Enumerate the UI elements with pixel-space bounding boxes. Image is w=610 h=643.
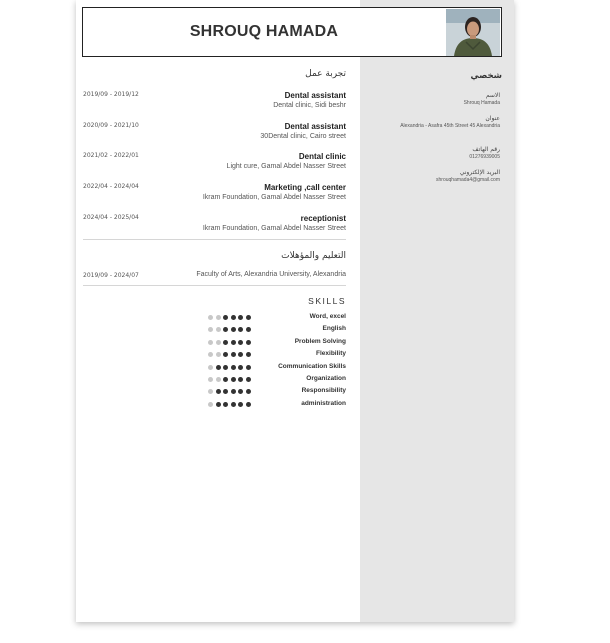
experience-item <box>83 214 346 240</box>
profile-photo-image <box>446 9 500 56</box>
skill-dot-filled <box>223 402 228 407</box>
skill-dot-filled <box>238 315 243 320</box>
experience-item <box>83 183 346 209</box>
skill-level-dots <box>208 315 254 321</box>
experience-date: 2021/02 - 2022/01 <box>83 152 139 159</box>
personal-value: shrouqhamada4@gmail.com <box>436 177 500 183</box>
skill-dot-empty <box>216 340 221 345</box>
education-title: التعليم والمؤهلات <box>281 251 346 261</box>
skill-level-dots <box>208 365 254 371</box>
skill-dot-filled <box>223 352 228 357</box>
skill-dot-empty <box>208 327 213 332</box>
skill-dot-empty <box>216 327 221 332</box>
skill-dot-filled <box>223 365 228 370</box>
skill-dot-filled <box>238 377 243 382</box>
resume-header <box>82 7 502 57</box>
skill-row <box>208 313 346 324</box>
skill-level-dots <box>208 389 254 395</box>
skill-dot-filled <box>223 389 228 394</box>
skill-dot-filled <box>246 389 251 394</box>
resume-page <box>76 0 514 622</box>
personal-value: 01276939005 <box>469 154 500 160</box>
skill-label: English <box>322 325 346 333</box>
skill-level-dots <box>208 377 254 383</box>
skill-dot-filled <box>246 377 251 382</box>
experience-item <box>83 91 346 117</box>
skill-dot-filled <box>231 377 236 382</box>
section-divider <box>83 285 346 286</box>
experience-date: 2022/04 - 2024/04 <box>83 183 139 190</box>
skill-dot-filled <box>246 402 251 407</box>
experience-item <box>83 152 346 178</box>
skill-dot-empty <box>208 340 213 345</box>
skill-dot-filled <box>216 365 221 370</box>
personal-label: رقم الهاتف <box>472 146 500 153</box>
skill-dot-filled <box>223 340 228 345</box>
personal-label: البريد الإلكتروني <box>459 169 500 176</box>
skill-dot-filled <box>246 340 251 345</box>
experience-position: receptionist <box>300 214 346 223</box>
experience-place: Light cure, Gamal Abdel Nasser Street <box>226 163 346 170</box>
experience-date: 2020/09 - 2021/10 <box>83 122 139 129</box>
experience-date: 2024/04 - 2025/04 <box>83 214 139 221</box>
skill-level-dots <box>208 327 254 333</box>
experience-place: 30Dental clinic, Cairo street <box>260 133 346 140</box>
experience-place: Dental clinic, Sidi beshr <box>273 102 346 109</box>
personal-item-name <box>372 91 500 108</box>
skill-dot-filled <box>231 352 236 357</box>
personal-item-address <box>372 114 500 131</box>
skill-level-dots <box>208 402 254 408</box>
personal-label: عنوان <box>485 115 500 122</box>
skill-dot-filled <box>223 315 228 320</box>
personal-value: Alexandria - Asafra 45th Street 45 Alexandria <box>400 123 500 129</box>
skill-dot-filled <box>238 402 243 407</box>
skill-label: Flexibility <box>316 350 346 358</box>
skill-row <box>208 400 346 411</box>
skill-dot-filled <box>238 352 243 357</box>
skill-row <box>208 387 346 398</box>
education-date: 2019/09 - 2024/07 <box>83 272 139 279</box>
skill-row <box>208 325 346 336</box>
resume-name: SHROUQ HAMADA <box>189 23 339 40</box>
skill-dot-filled <box>231 327 236 332</box>
experience-place: Ikram Foundation, Gamal Abdel Nasser Street <box>202 194 346 201</box>
experience-title: تجربة عمل <box>305 69 346 79</box>
skill-dot-filled <box>216 389 221 394</box>
skill-dot-empty <box>208 377 213 382</box>
skill-dot-filled <box>231 315 236 320</box>
skill-dot-filled <box>238 389 243 394</box>
skill-dot-filled <box>231 402 236 407</box>
skill-dot-filled <box>231 340 236 345</box>
skill-dot-empty <box>208 315 213 320</box>
profile-photo <box>446 9 500 56</box>
skill-dot-filled <box>246 327 251 332</box>
skill-dot-empty <box>208 389 213 394</box>
skill-row <box>208 338 346 349</box>
personal-item-email <box>372 168 500 185</box>
experience-position: Dental assistant <box>284 122 346 131</box>
experience-item <box>83 122 346 148</box>
personal-value: Shrouq Hamada <box>463 100 500 106</box>
skill-dot-empty <box>208 365 213 370</box>
skill-dot-filled <box>231 389 236 394</box>
experience-position: Marketing ,call center <box>264 183 346 192</box>
skill-dot-empty <box>208 402 213 407</box>
skill-label: Problem Solving <box>294 337 346 345</box>
skill-dot-filled <box>238 327 243 332</box>
skill-dot-empty <box>216 377 221 382</box>
skill-dot-filled <box>238 365 243 370</box>
skill-dot-empty <box>216 315 221 320</box>
skill-dot-filled <box>223 377 228 382</box>
education-item <box>83 271 346 283</box>
education-place: Faculty of Arts, Alexandria University, Alexandria <box>196 271 346 278</box>
skill-label: Word, excel <box>309 313 346 320</box>
experience-place: Ikram Foundation, Gamal Abdel Nasser Street <box>202 225 346 232</box>
skill-dot-filled <box>238 340 243 345</box>
skill-label: Responsibility <box>301 387 346 395</box>
skills-title: SKILLS <box>308 296 346 306</box>
experience-position: Dental assistant <box>284 91 346 100</box>
section-divider <box>83 239 346 240</box>
skill-row <box>208 350 346 361</box>
personal-title: شخصي <box>470 71 502 81</box>
skill-dot-filled <box>223 327 228 332</box>
skill-dot-filled <box>246 352 251 357</box>
skill-level-dots <box>208 352 254 358</box>
skill-dot-filled <box>231 365 236 370</box>
skill-row <box>208 375 346 386</box>
skill-dot-filled <box>246 315 251 320</box>
skill-label: Communication Skills <box>278 362 346 370</box>
skill-dot-empty <box>208 352 213 357</box>
skill-dot-filled <box>216 402 221 407</box>
skill-label: administration <box>301 399 346 407</box>
skill-label: Organization <box>306 375 346 382</box>
skill-row <box>208 363 346 374</box>
skill-level-dots <box>208 340 254 346</box>
skill-dot-empty <box>216 352 221 357</box>
skill-dot-filled <box>246 365 251 370</box>
experience-position: Dental clinic <box>298 152 346 161</box>
personal-item-phone <box>372 145 500 162</box>
experience-date: 2019/09 - 2019/12 <box>83 91 139 98</box>
personal-label: الاسم <box>485 92 500 99</box>
